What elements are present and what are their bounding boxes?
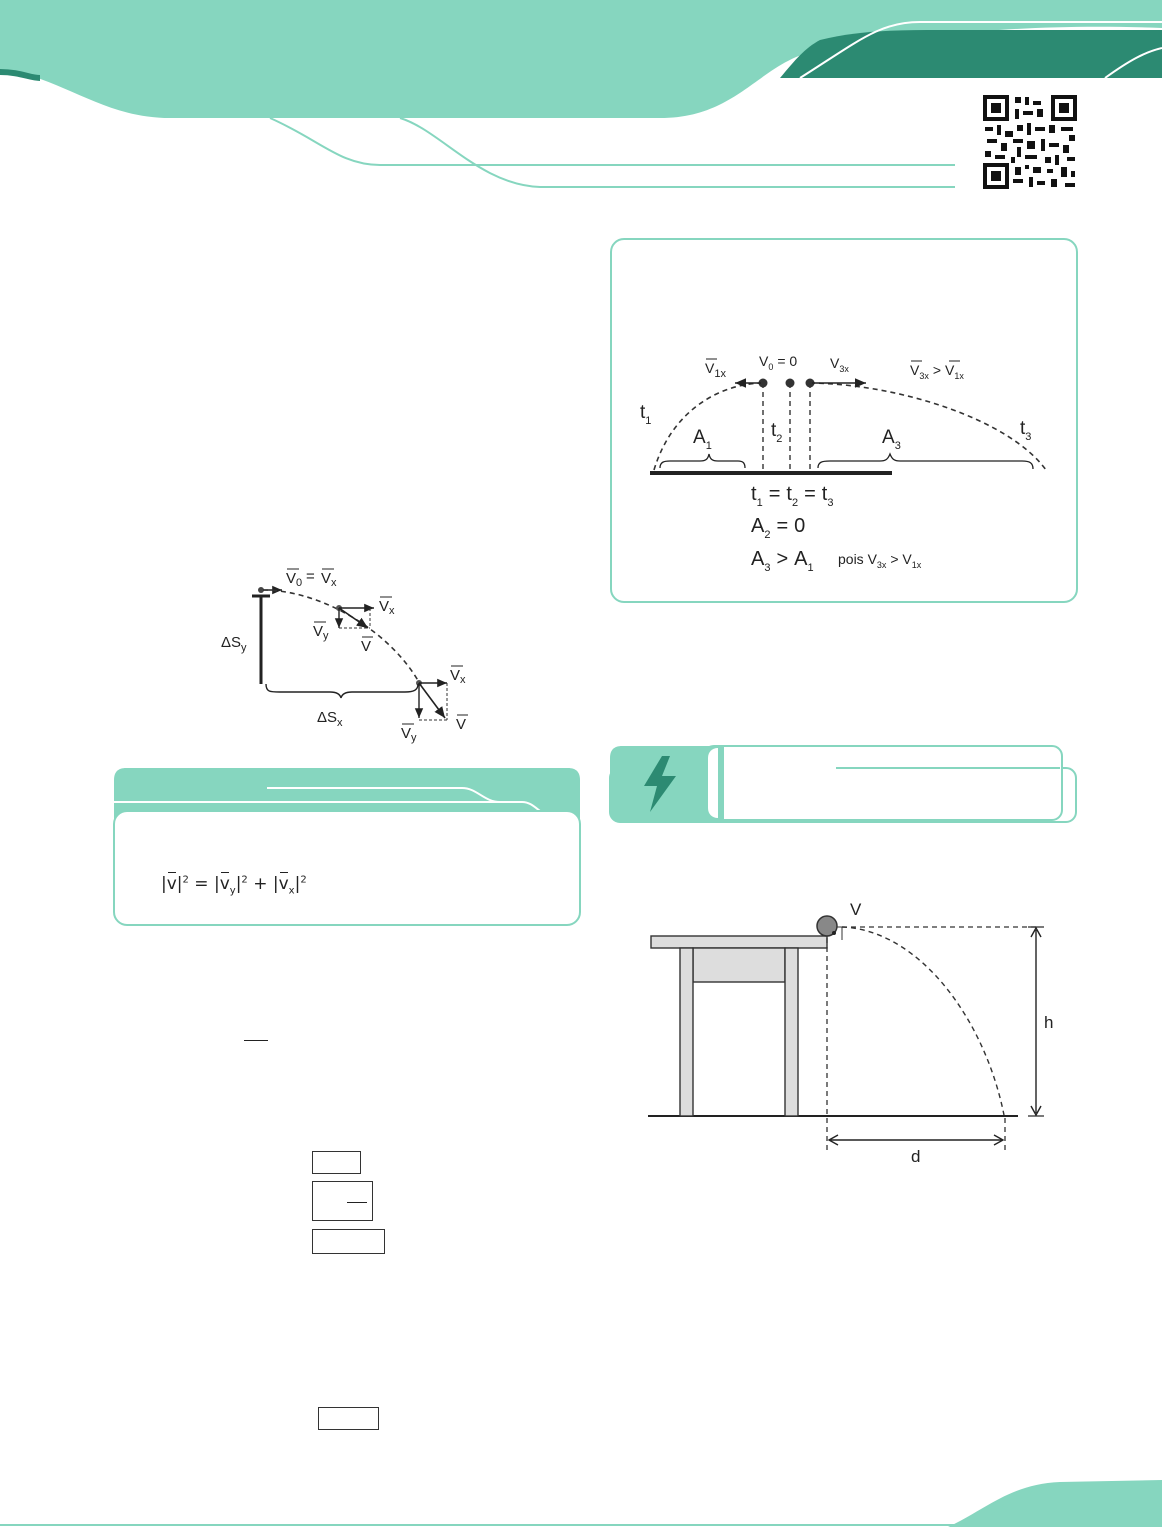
answer-box-4 <box>318 1407 379 1430</box>
label-vy-mid: $V_y$ <box>313 623 329 642</box>
area-comparison-diagram <box>612 340 1072 580</box>
label-v3x: $V_{3x}$ <box>830 355 849 374</box>
label-t3: $t_3$ <box>1020 418 1032 443</box>
label-height: h <box>1044 1013 1054 1032</box>
fraction-bar <box>244 1040 268 1041</box>
label-vx-bottom: $V_x$ <box>450 667 466 686</box>
equation-a2-zero: $A_2 = 0$ <box>751 515 806 541</box>
projectile-vector-diagram <box>200 560 500 760</box>
label-velocity: V <box>850 900 862 919</box>
velocity-magnitude-formula: $|v|^2 = |v_y|^2 + |v_x|^2$ <box>161 874 307 897</box>
equation-pois: pois $V_{3x} > V_{1x}$ <box>838 551 922 570</box>
answer-box-1 <box>312 1151 361 1174</box>
label-v-mid: V <box>361 638 372 655</box>
answer-box-2 <box>312 1181 373 1221</box>
lightning-icon <box>640 756 680 812</box>
label-delta-sy: $\Delta S_y$ <box>221 634 247 654</box>
label-v-bottom: V <box>456 716 467 733</box>
label-a3: $A_3$ <box>882 427 901 452</box>
label-v3x-gt-v1x: $V_{3x} > V_{1x}$ <box>910 362 964 381</box>
label-equals: = <box>306 568 315 585</box>
label-t1: $t_1$ <box>640 402 652 427</box>
label-delta-sx: $\Delta S_x$ <box>317 709 343 729</box>
label-vx-mid: $V_x$ <box>379 598 395 617</box>
label-vy-bottom: $V_y$ <box>401 725 417 744</box>
label-v0-zero: $V_0 = 0$ <box>759 353 798 372</box>
label-v0: $V_0$ <box>286 570 303 589</box>
formula-box <box>113 810 581 926</box>
footer-decoration <box>0 1470 1162 1527</box>
label-a1: $A_1$ <box>693 427 712 452</box>
equation-t-equal: $t_1 = t_2 = t_3$ <box>751 483 834 509</box>
label-t2: $t_2$ <box>771 420 783 445</box>
label-vx-top: $V_x$ <box>321 570 337 589</box>
qr-code-icon <box>983 95 1077 189</box>
table-projectile-diagram <box>640 890 1080 1180</box>
label-v1x: $V_{1x}$ <box>705 360 726 380</box>
label-distance: d <box>911 1147 921 1166</box>
equation-a3-gt-a1: $A_3 > A_1$ <box>751 548 814 574</box>
answer-box-3 <box>312 1229 385 1254</box>
